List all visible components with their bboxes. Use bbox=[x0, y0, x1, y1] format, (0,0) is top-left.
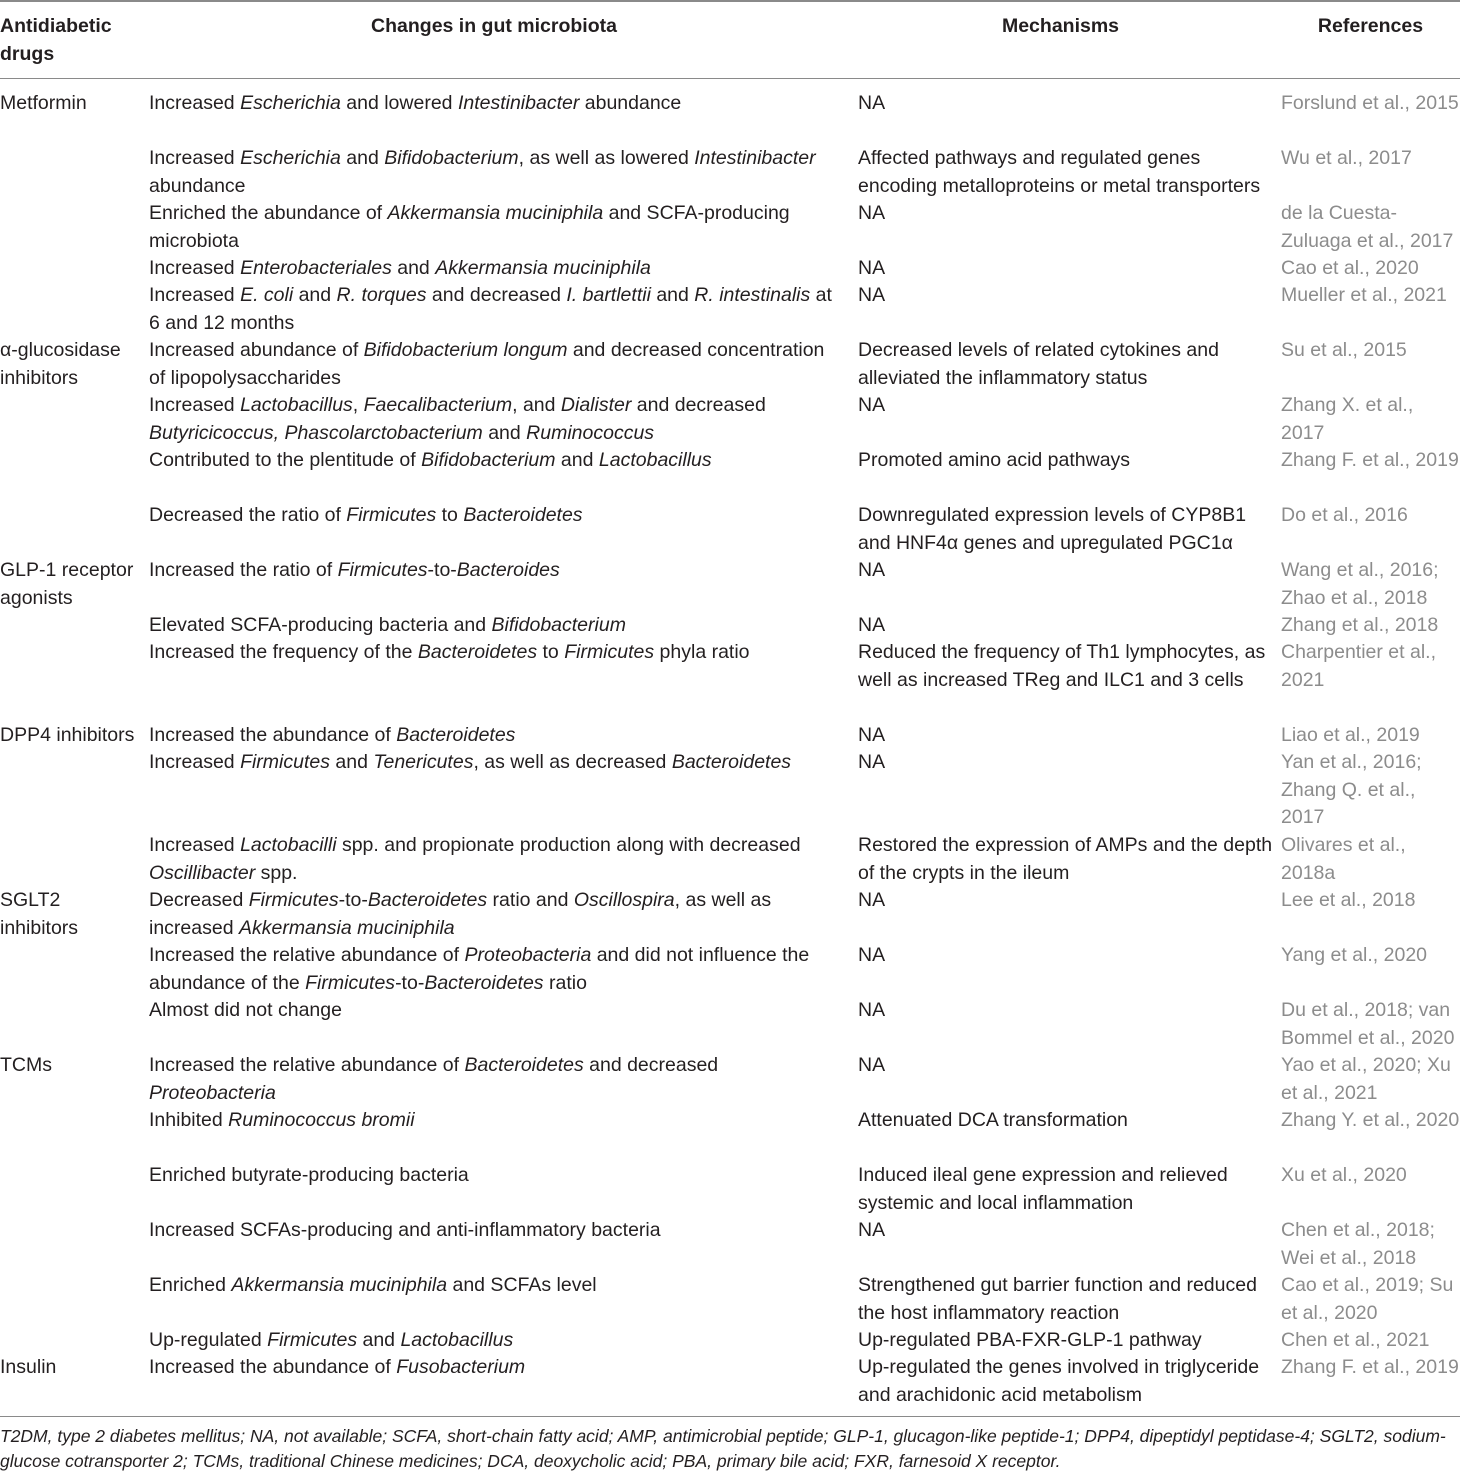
mechanism-cell: NA bbox=[858, 999, 886, 1021]
taxon-name: Bacteroidetes bbox=[464, 1054, 584, 1076]
changes-text: Elevated SCFA-producing bacteria and bbox=[149, 614, 492, 636]
changes-cell bbox=[149, 502, 839, 530]
mechanism-cell: NA bbox=[858, 1054, 886, 1076]
changes-text: Increased bbox=[149, 284, 241, 306]
changes-text: Increased the frequency of the bbox=[149, 641, 418, 663]
changes-text: ratio and bbox=[487, 889, 574, 911]
changes-cell bbox=[149, 337, 839, 392]
changes-text: Increased bbox=[149, 147, 241, 169]
taxon-name: Tenericutes bbox=[373, 751, 474, 773]
reference-link[interactable]: Xu et al., 2020 bbox=[1281, 1164, 1407, 1186]
mechanism-cell: Reduced the frequency of Th1 lymphocytes, as well as increased TReg and ILC1 and 3 cells bbox=[858, 641, 1266, 691]
taxon-name: Intestinibacter bbox=[694, 147, 816, 169]
mechanism-cell: Attenuated DCA transformation bbox=[858, 1109, 1128, 1131]
taxon-name: Bacteroidetes bbox=[424, 971, 544, 994]
reference-link[interactable]: Mueller et al., 2021 bbox=[1281, 284, 1447, 306]
mechanism-cell: NA bbox=[858, 92, 886, 114]
taxon-name: Akkermansia muciniphila bbox=[435, 257, 651, 279]
mechanism-cell: NA bbox=[858, 889, 886, 911]
changes-text: at 6 and 12 months bbox=[149, 284, 832, 334]
taxon-name: Bacteroidetes bbox=[396, 724, 516, 746]
reference-link[interactable]: Chen et al., 2021 bbox=[1281, 1329, 1430, 1351]
changes-text: Decreased bbox=[149, 889, 249, 911]
changes-cell bbox=[149, 1162, 839, 1190]
taxon-name: Enterobacteriales bbox=[240, 257, 392, 279]
taxon-name: Firmicutes bbox=[346, 504, 437, 526]
header-rule bbox=[0, 78, 1460, 79]
changes-text: abundance bbox=[579, 92, 682, 114]
taxon-name: Firmicutes bbox=[564, 641, 655, 663]
taxon-name: R. intestinalis bbox=[694, 284, 811, 306]
mechanism-cell: Restored the expression of AMPs and the depth of the crypts in the ileum bbox=[858, 834, 1273, 884]
mechanism-cell: NA bbox=[858, 614, 886, 636]
mechanism-cell: NA bbox=[858, 202, 886, 224]
changes-text: Increased the relative abundance of bbox=[149, 1054, 465, 1076]
taxon-name: Bifidobacterium bbox=[421, 449, 556, 471]
changes-text: spp. and propionate production along with decreased bbox=[336, 834, 801, 856]
changes-text: Enriched bbox=[149, 1274, 232, 1296]
taxon-name: Intestinibacter bbox=[457, 92, 580, 114]
taxon-name: Firmicutes bbox=[337, 559, 428, 581]
taxon-name: Akkermansia muciniphila bbox=[231, 1274, 448, 1296]
taxon-name: Bifidobacterium bbox=[384, 147, 519, 169]
mechanism-cell: Decreased levels of related cytokines and alleviated the inflammatory status bbox=[858, 339, 1219, 389]
changes-text: ratio bbox=[543, 971, 587, 994]
reference-link[interactable]: Du et al., 2018; van Bommel et al., 2020 bbox=[1281, 999, 1455, 1049]
changes-text: and bbox=[482, 421, 527, 444]
changes-cell bbox=[149, 639, 839, 667]
changes-text: and SCFAs level bbox=[447, 1274, 597, 1296]
changes-cell bbox=[149, 1272, 839, 1300]
taxon-name: Firmicutes bbox=[240, 751, 330, 773]
taxon-name: Lactobacilli bbox=[240, 834, 337, 856]
changes-text: and did not influence the abundance of the bbox=[149, 944, 810, 994]
changes-cell bbox=[149, 1354, 839, 1382]
changes-text: -to- bbox=[427, 559, 457, 581]
mechanism-cell: NA bbox=[858, 394, 886, 416]
mechanism-cell: Promoted amino acid pathways bbox=[858, 449, 1131, 471]
taxon-name: Oscillibacter bbox=[149, 861, 256, 884]
changes-text: phyla ratio bbox=[654, 641, 750, 663]
taxon-name: Proteobacteria bbox=[149, 1081, 276, 1104]
header-mechanisms: Mechanisms bbox=[1001, 15, 1120, 37]
reference-link[interactable]: Cao et al., 2019; Su et al., 2020 bbox=[1281, 1274, 1454, 1324]
changes-text: -to- bbox=[395, 971, 425, 994]
changes-cell bbox=[149, 722, 839, 750]
taxon-name: Lactobacillus bbox=[598, 449, 712, 471]
taxon-name: Escherichia bbox=[240, 92, 341, 114]
changes-text: -to- bbox=[338, 889, 368, 911]
mechanism-cell: Strengthened gut barrier function and reduced the host inflammatory reaction bbox=[858, 1274, 1257, 1324]
changes-text: Increased bbox=[149, 751, 241, 773]
reference-link[interactable]: Do et al., 2016 bbox=[1281, 504, 1408, 526]
changes-text: Increased the abundance of bbox=[149, 724, 397, 746]
changes-text: Inhibited bbox=[149, 1109, 229, 1131]
changes-text: Increased the ratio of bbox=[149, 559, 338, 581]
taxon-name: Bacteroidetes bbox=[463, 504, 583, 526]
changes-text: Increased abundance of bbox=[149, 339, 364, 361]
changes-text: and decreased bbox=[583, 1054, 719, 1076]
changes-text: Enriched the abundance of bbox=[149, 202, 388, 224]
drug-class-label: SGLT2 inhibitors bbox=[0, 889, 79, 939]
changes-text: Almost did not change bbox=[149, 999, 342, 1021]
changes-cell bbox=[149, 942, 839, 997]
changes-text: and SCFA-producing microbiota bbox=[149, 202, 790, 252]
taxon-name: Ruminococcus bromii bbox=[228, 1109, 415, 1131]
mechanism-cell: NA bbox=[858, 944, 886, 966]
changes-text: Contributed to the plentitude of bbox=[149, 449, 422, 471]
taxon-name: Proteobacteria bbox=[464, 944, 592, 966]
mechanism-cell: NA bbox=[858, 751, 886, 773]
table-bottom-rule bbox=[0, 1416, 1460, 1417]
taxon-name: Faecalibacterium bbox=[363, 394, 513, 416]
mechanism-cell: NA bbox=[858, 284, 886, 306]
changes-text: Increased bbox=[149, 834, 241, 856]
changes-text: Increased bbox=[149, 92, 241, 114]
changes-text: to bbox=[537, 641, 565, 663]
header-changes-in-gut-microbiota: Changes in gut microbiota bbox=[371, 15, 617, 37]
mechanism-cell: Up-regulated PBA-FXR-GLP-1 pathway bbox=[858, 1329, 1202, 1351]
table-top-rule bbox=[0, 0, 1460, 2]
header-antidiabetic-drugs: Antidiabetic drugs bbox=[0, 15, 112, 65]
taxon-name: Ruminococcus bbox=[526, 421, 655, 444]
reference-link[interactable]: Su et al., 2015 bbox=[1281, 339, 1407, 361]
mechanism-cell: NA bbox=[858, 559, 886, 581]
table-footnote: T2DM, type 2 diabetes mellitus; NA, not available; SCFA, short-chain fatty acid; AMP, antimicrobial peptide; GLP-1, glucagon-like peptide-1; DPP4, dipeptidyl peptidase-4; SGLT2, sodium-glucose cotransporter 2; TCMs, traditional Chinese medicines; DCA, deoxycholic acid; PBA, primary bile acid; FXR, farnesoid X receptor. bbox=[0, 1426, 1446, 1471]
changes-text: and lowered bbox=[340, 92, 458, 114]
changes-text: , as well as lowered bbox=[518, 147, 695, 169]
changes-text: and decreased bbox=[426, 284, 567, 306]
changes-cell bbox=[149, 887, 839, 942]
changes-cell bbox=[149, 145, 839, 200]
changes-text: Increased bbox=[149, 257, 241, 279]
changes-cell bbox=[149, 1217, 839, 1245]
reference-link[interactable]: Zhang F. et al., 2019 bbox=[1281, 449, 1459, 471]
changes-text: to bbox=[436, 504, 464, 526]
changes-cell bbox=[149, 1052, 839, 1107]
changes-text: Increased bbox=[149, 394, 241, 416]
changes-text: Decreased the ratio of bbox=[149, 504, 347, 526]
changes-text: and bbox=[340, 147, 385, 169]
taxon-name: Bifidobacterium bbox=[491, 614, 626, 636]
changes-text: and bbox=[357, 1329, 401, 1351]
drug-class-label: Metformin bbox=[0, 92, 87, 114]
changes-text: Up-regulated bbox=[149, 1329, 268, 1351]
reference-link[interactable]: Yang et al., 2020 bbox=[1281, 944, 1428, 966]
mechanism-cell: NA bbox=[858, 257, 886, 279]
changes-cell bbox=[149, 255, 839, 283]
reference-link[interactable]: Zhang et al., 2018 bbox=[1281, 614, 1439, 636]
changes-text: and bbox=[329, 751, 374, 773]
taxon-name: Oscillospira bbox=[573, 889, 675, 911]
changes-text: , as well as increased bbox=[149, 889, 772, 939]
changes-cell bbox=[149, 392, 839, 447]
mechanism-cell: Affected pathways and regulated genes encoding metalloproteins or metal transporters bbox=[858, 147, 1261, 197]
changes-text: abundance bbox=[149, 174, 246, 197]
reference-link[interactable]: Liao et al., 2019 bbox=[1281, 724, 1420, 746]
changes-text: , bbox=[352, 394, 364, 416]
reference-link[interactable]: Cao et al., 2020 bbox=[1281, 257, 1419, 279]
taxon-name: I. bartlettii bbox=[566, 284, 651, 306]
changes-cell bbox=[149, 200, 839, 255]
reference-link[interactable]: Zhang F. et al., 2019 bbox=[1281, 1356, 1459, 1378]
reference-link[interactable]: Chen et al., 2018; Wei et al., 2018 bbox=[1281, 1219, 1435, 1269]
taxon-name: Escherichia bbox=[240, 147, 341, 169]
reference-link[interactable]: Yan et al., 2016; Zhang Q. et al., 2017 bbox=[1281, 751, 1422, 828]
taxon-name: Bifidobacterium longum bbox=[363, 339, 568, 361]
drug-class-label: TCMs bbox=[0, 1054, 52, 1076]
taxon-name: Fusobacterium bbox=[396, 1356, 526, 1378]
reference-link[interactable]: Olivares et al., 2018a bbox=[1281, 834, 1406, 884]
changes-text: Increased SCFAs-producing and anti-inflammatory bacteria bbox=[149, 1219, 661, 1241]
changes-cell bbox=[149, 90, 839, 118]
changes-cell bbox=[149, 557, 839, 585]
changes-cell bbox=[149, 1327, 839, 1355]
drug-class-label: GLP-1 receptor agonists bbox=[0, 559, 134, 609]
taxon-name: Lactobacillus bbox=[240, 394, 353, 416]
reference-link[interactable]: Lee et al., 2018 bbox=[1281, 889, 1416, 911]
reference-link[interactable]: Zhang X. et al., 2017 bbox=[1281, 394, 1414, 444]
taxon-name: R. torques bbox=[336, 284, 427, 306]
changes-text: and decreased bbox=[631, 394, 766, 416]
drug-class-label: Insulin bbox=[0, 1356, 57, 1378]
changes-text: Increased the abundance of bbox=[149, 1356, 397, 1378]
mechanism-cell: Induced ileal gene expression and relieved systemic and local inflammation bbox=[858, 1164, 1228, 1214]
changes-text: , and bbox=[512, 394, 561, 416]
reference-link[interactable]: Charpentier et al., 2021 bbox=[1281, 641, 1437, 691]
reference-link[interactable]: Forslund et al., 2015 bbox=[1281, 92, 1459, 114]
mechanism-cell: NA bbox=[858, 724, 886, 746]
taxon-name: Bacteroidetes bbox=[671, 751, 792, 773]
header-references: References bbox=[1317, 15, 1424, 37]
changes-text: Increased the relative abundance of bbox=[149, 944, 465, 966]
drug-class-label: DPP4 inhibitors bbox=[0, 724, 135, 746]
drug-class-label: α-glucosidase inhibitors bbox=[0, 339, 121, 389]
taxon-name: Butyricicoccus, Phascolarctobacterium bbox=[149, 421, 483, 444]
reference-link[interactable]: Zhang Y. et al., 2020 bbox=[1281, 1109, 1460, 1131]
reference-link[interactable]: Wu et al., 2017 bbox=[1281, 147, 1412, 169]
taxon-name: Firmicutes bbox=[248, 889, 339, 911]
taxon-name: Bacteroides bbox=[456, 559, 560, 581]
changes-cell bbox=[149, 749, 839, 777]
changes-cell bbox=[149, 612, 839, 640]
changes-text: , as well as decreased bbox=[473, 751, 672, 773]
reference-link[interactable]: Wang et al., 2016; Zhao et al., 2018 bbox=[1281, 559, 1439, 609]
changes-cell bbox=[149, 282, 839, 337]
taxon-name: Lactobacillus bbox=[400, 1329, 514, 1351]
changes-text: and bbox=[293, 284, 337, 306]
taxon-name: Akkermansia muciniphila bbox=[387, 202, 604, 224]
taxon-name: Dialister bbox=[560, 394, 632, 416]
reference-link[interactable]: Yao et al., 2020; Xu et al., 2021 bbox=[1281, 1054, 1451, 1104]
taxon-name: Akkermansia muciniphila bbox=[238, 916, 455, 939]
changes-text: and bbox=[555, 449, 599, 471]
changes-cell bbox=[149, 832, 839, 887]
changes-text: spp. bbox=[255, 861, 298, 884]
changes-text: and bbox=[391, 257, 436, 279]
taxon-name: Bacteroidetes bbox=[367, 889, 488, 911]
changes-text: Enriched butyrate-producing bacteria bbox=[149, 1164, 469, 1186]
taxon-name: Firmicutes bbox=[267, 1329, 358, 1351]
mechanism-cell: Up-regulated the genes involved in triglyceride and arachidonic acid metabolism bbox=[858, 1356, 1260, 1406]
changes-cell bbox=[149, 447, 839, 475]
mechanism-cell: Downregulated expression levels of CYP8B1 and HNF4α genes and upregulated PGC1α bbox=[858, 504, 1247, 554]
changes-text: and bbox=[650, 284, 695, 306]
reference-link[interactable]: de la Cuesta-Zuluaga et al., 2017 bbox=[1281, 202, 1454, 252]
taxon-name: Bacteroidetes bbox=[417, 641, 538, 663]
taxon-name: Firmicutes bbox=[305, 971, 396, 994]
changes-cell bbox=[149, 1107, 839, 1135]
changes-cell bbox=[149, 997, 839, 1025]
changes-text: and decreased concentration of lipopolysaccharides bbox=[149, 339, 825, 389]
mechanism-cell: NA bbox=[858, 1219, 886, 1241]
taxon-name: E. coli bbox=[240, 284, 294, 306]
